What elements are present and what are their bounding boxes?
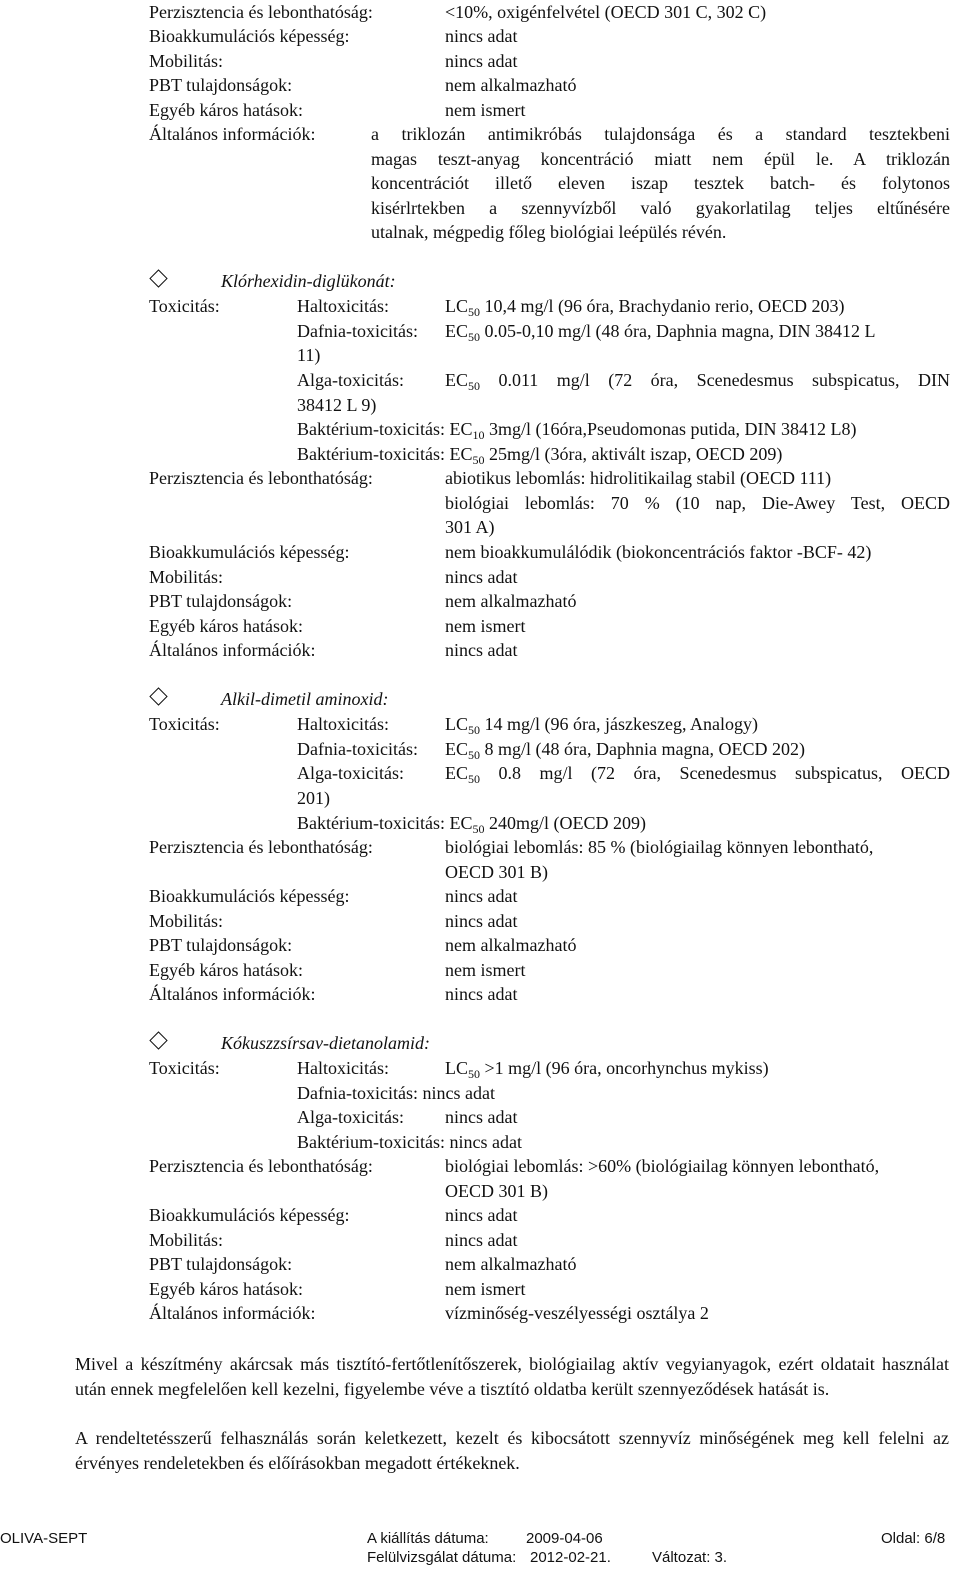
alga-toxicity-wrap: 201) (297, 788, 330, 808)
persistence-label: Perzisztencia és lebonthatóság: (149, 2, 373, 22)
fish-toxicity-row (0, 1056, 960, 1080)
mobility-row (0, 565, 960, 589)
fish-toxicity-value: $LC_{50}$ 14 mg/l (96 óra, jászkeszeg, Analogy) (445, 714, 758, 737)
other-effects-row (0, 614, 960, 638)
other-effects-value: nem ismert (445, 1278, 526, 1299)
mobility-label: Mobilitás: (149, 566, 224, 587)
section-header-alkyl-dimethyl-amine-oxide (149, 687, 388, 711)
mobility-label: Mobilitás: (149, 910, 224, 931)
daphnia-toxicity-wrap: 11) (297, 345, 321, 365)
mobility-label: Mobilitás: (149, 50, 224, 71)
general-info-label: Általános információk: (149, 1303, 316, 1323)
pbt-label: PBT tulajdonságok: (149, 1254, 293, 1274)
bioacc-value: nincs adat (445, 886, 518, 906)
daphnia-toxicity-label: Dafnia-toxicitás: (297, 1082, 418, 1103)
section-title: Kókuszzsírsav-dietanolamid: (221, 1033, 430, 1053)
section-header-coconut-diethanolamide (149, 1031, 430, 1055)
persistence-value: <10%, oxigénfelvétel (OECD 301 C, 302 C) (445, 2, 767, 22)
general-info-row (0, 982, 960, 1006)
alga-toxicity-row (297, 761, 950, 785)
diamond-bullet-icon (149, 1031, 167, 1049)
mobility-value: nincs adat (445, 1229, 518, 1250)
mobility-value: nincs adat (445, 566, 518, 587)
pbt-row (0, 589, 960, 613)
mobility-row (0, 1228, 960, 1252)
persistence-row (0, 0, 960, 24)
pbt-value: nem alkalmazható (445, 935, 577, 955)
bioacc-label: Bioakkumulációs képesség: (149, 1205, 350, 1225)
pbt-row (0, 73, 960, 97)
other-effects-label: Egyéb káros hatások: (149, 959, 303, 980)
closing-paragraph-1: Mivel a készítmény akárcsak más tisztító-fertőtlenítőszerek, biológiailag aktív vegyianyagok, ezért oldatait használat után ennek megfelelően kell kezelni, figyelembe véve a tisztító oldatba került szennyeződések hatását is. (75, 1354, 949, 1399)
footer-issue-label: A kiállítás dátuma: (367, 1530, 489, 1547)
general-info-label: Általános információk: (149, 640, 316, 660)
bacteria-toxicity-row-2: Baktérium-toxicitás: $EC_{50}$ 25mg/l (3óra, aktivált iszap, OECD 209) (297, 443, 783, 467)
other-effects-label: Egyéb káros hatások: (149, 615, 303, 636)
persistence-row (0, 1154, 960, 1178)
bacteria-toxicity-value: nincs adat (444, 1131, 522, 1152)
other-effects-row (0, 98, 960, 122)
pbt-label: PBT tulajdonságok: (149, 935, 293, 955)
toxicity-label: Toxicitás: (149, 1058, 220, 1078)
persistence-label: Perzisztencia és lebonthatóság: (149, 468, 373, 488)
daphnia-toxicity-row (297, 319, 950, 343)
general-info-value: nincs adat (445, 640, 518, 660)
general-info-label: Általános információk: (149, 124, 316, 144)
alga-toxicity-label: Alga-toxicitás: (297, 763, 404, 783)
persistence-row (0, 835, 960, 859)
other-effects-row (0, 958, 960, 982)
daphnia-toxicity-label: Dafnia-toxicitás: (297, 320, 418, 341)
mobility-row (0, 909, 960, 933)
bacteria-toxicity-label: Baktérium-toxicitás: (297, 1131, 445, 1152)
bioacc-label: Bioakkumulációs képesség: (149, 542, 350, 562)
alga-toxicity-wrap: 38412 L 9) (297, 394, 377, 415)
bacteria-toxicity-row (297, 1130, 522, 1154)
general-info-row (0, 638, 960, 662)
general-info-line-3: koncentrációt illető eleven iszap tesztek batch- és folytonos (371, 173, 950, 193)
fish-toxicity-label: Haltoxicitás: (297, 1058, 389, 1078)
toxicity-label: Toxicitás: (149, 296, 220, 316)
fish-toxicity-label: Haltoxicitás: (297, 296, 389, 316)
general-info-line-5: utalnak, mégpedig főleg biológiai leépülés révén. (371, 222, 727, 242)
persistence-value-line-3: 301 A) (445, 517, 495, 537)
persistence-value-line-2: OECD 301 B) (445, 1180, 548, 1201)
persistence-value: abiotikus lebomlás: hidrolitikailag stabil (OECD 111) (445, 468, 832, 488)
pbt-value: nem alkalmazható (445, 75, 577, 95)
bacteria-toxicity-row-1: Baktérium-toxicitás: $EC_{10}$ 3mg/l (16óra,Pseudomonas putida, DIN 38412 L8) (297, 419, 857, 442)
bacteria-toxicity-label: Baktérium-toxicitás: (297, 443, 445, 464)
alga-toxicity-value: nincs adat (445, 1107, 518, 1127)
persistence-value-line-2: OECD 301 B) (445, 861, 548, 882)
footer-revision-label: Felülvizsgálat dátuma: (367, 1549, 517, 1566)
other-effects-label: Egyéb káros hatások: (149, 99, 303, 120)
footer-product: OLIVA-SEPT (0, 1530, 88, 1547)
closing-paragraph-2: A rendeltetésszerű felhasználás során keletkezett, kezelt és kibocsátott szennyvíz minőségének meg kell felelni az érvényes rendeletekben és előírásokban megadott értékeknek. (75, 1428, 949, 1473)
daphnia-toxicity-value: $EC_{50}$ 0.05-0,10 mg/l (48 óra, Daphnia magna, DIN 38412 L (445, 320, 876, 344)
daphnia-toxicity-row (297, 737, 950, 761)
alga-toxicity-row (297, 368, 950, 392)
general-info-label: Általános információk: (149, 984, 316, 1004)
bacteria-toxicity-row: Baktérium-toxicitás: $EC_{50}$ 240mg/l (OECD 209) (297, 812, 646, 836)
persistence-label: Perzisztencia és lebonthatóság: (149, 1156, 373, 1176)
footer-issue-date: 2009-04-06 (526, 1530, 603, 1547)
general-info-line-2: magas teszt-anyag koncentráció miatt nem épül le. A triklozán (371, 148, 950, 169)
mobility-value: nincs adat (445, 910, 518, 931)
pbt-row (0, 1252, 960, 1276)
fish-toxicity-row (0, 294, 960, 318)
bioacc-value: nem bioakkumulálódik (biokoncentrációs faktor -BCF- 42) (445, 542, 872, 562)
diamond-bullet-icon (149, 269, 167, 287)
bioacc-label: Bioakkumulációs képesség: (149, 886, 350, 906)
bacteria-toxicity-label: Baktérium-toxicitás: (297, 812, 445, 833)
diamond-bullet-icon (149, 687, 167, 705)
persistence-value: biológiai lebomlás: 85 % (biológiailag könnyen lebontható, (445, 837, 874, 857)
daphnia-toxicity-value: $EC_{50}$ 8 mg/l (48 óra, Daphnia magna, OECD 202) (445, 738, 805, 762)
general-info-line-1: a triklozán antimikróbás tulajdonsága és a standard tesztekbeni (371, 124, 950, 144)
mobility-value: nincs adat (445, 50, 518, 71)
bioacc-row (0, 884, 960, 908)
bioacc-value: nincs adat (445, 26, 518, 46)
fish-toxicity-label: Haltoxicitás: (297, 714, 389, 734)
other-effects-value: nem ismert (445, 959, 526, 980)
other-effects-label: Egyéb káros hatások: (149, 1278, 303, 1299)
alga-toxicity-value: $EC_{50}$ 0.011 mg/l (72 óra, Scenedesmus subspicatus, DIN (445, 370, 950, 393)
alga-toxicity-label: Alga-toxicitás: (297, 370, 404, 390)
alga-toxicity-row (297, 1105, 950, 1129)
section-header-chlorhexidine (149, 269, 396, 293)
bioacc-value: nincs adat (445, 1205, 518, 1225)
footer-page-number: Oldal: 6/8 (881, 1530, 946, 1547)
mobility-label: Mobilitás: (149, 1229, 224, 1250)
bioacc-row (0, 1203, 960, 1227)
other-effects-row (0, 1277, 960, 1301)
general-info-value: nincs adat (445, 984, 518, 1004)
daphnia-toxicity-label: Dafnia-toxicitás: (297, 738, 418, 759)
bacteria-toxicity-label: Baktérium-toxicitás: (297, 419, 445, 439)
general-info-row (0, 1301, 960, 1325)
persistence-row (0, 466, 960, 490)
section-title: Klórhexidin-diglükonát: (221, 271, 396, 291)
pbt-label: PBT tulajdonságok: (149, 75, 293, 95)
pbt-label: PBT tulajdonságok: (149, 591, 293, 611)
fish-toxicity-row (0, 712, 960, 736)
pbt-value: nem alkalmazható (445, 1254, 577, 1274)
footer-revision-date: 2012-02-21. (530, 1549, 611, 1566)
pbt-row (0, 933, 960, 957)
daphnia-toxicity-value: nincs adat (417, 1082, 495, 1103)
alga-toxicity-label: Alga-toxicitás: (297, 1107, 404, 1127)
footer-version: Változat: 3. (652, 1549, 728, 1566)
pbt-value: nem alkalmazható (445, 591, 577, 611)
bioacc-row (0, 540, 960, 564)
persistence-value: biológiai lebomlás: >60% (biológiailag könnyen lebontható, (445, 1156, 880, 1176)
daphnia-toxicity-row (297, 1081, 495, 1105)
fish-toxicity-value: $LC_{50} >1$ mg/l (96 óra, oncorhynchus mykiss) (445, 1058, 769, 1081)
other-effects-value: nem ismert (445, 99, 526, 120)
toxicity-label: Toxicitás: (149, 714, 220, 734)
bioacc-label: Bioakkumulációs képesség: (149, 26, 350, 46)
other-effects-value: nem ismert (445, 615, 526, 636)
fish-toxicity-value: $LC_{50}$ 10,4 mg/l (96 óra, Brachydanio rerio, OECD 203) (445, 296, 845, 319)
bioacc-row (0, 24, 960, 48)
persistence-label: Perzisztencia és lebonthatóság: (149, 837, 373, 857)
persistence-value-line-2: biológiai lebomlás: 70 % (10 nap, Die-Awey Test, OECD (445, 492, 950, 513)
general-info-value: vízminőség-veszélyességi osztálya 2 (445, 1303, 709, 1323)
mobility-row (0, 49, 960, 73)
general-info-line-4: kisérlrtekben a szennyvízből való gyakorlatilag teljes eltűnésére (371, 197, 950, 218)
alga-toxicity-value: $EC_{50}$ 0.8 mg/l (72 óra, Scenedesmus subspicatus, OECD (445, 763, 950, 786)
section-title: Alkil-dimetil aminoxid: (221, 689, 389, 709)
